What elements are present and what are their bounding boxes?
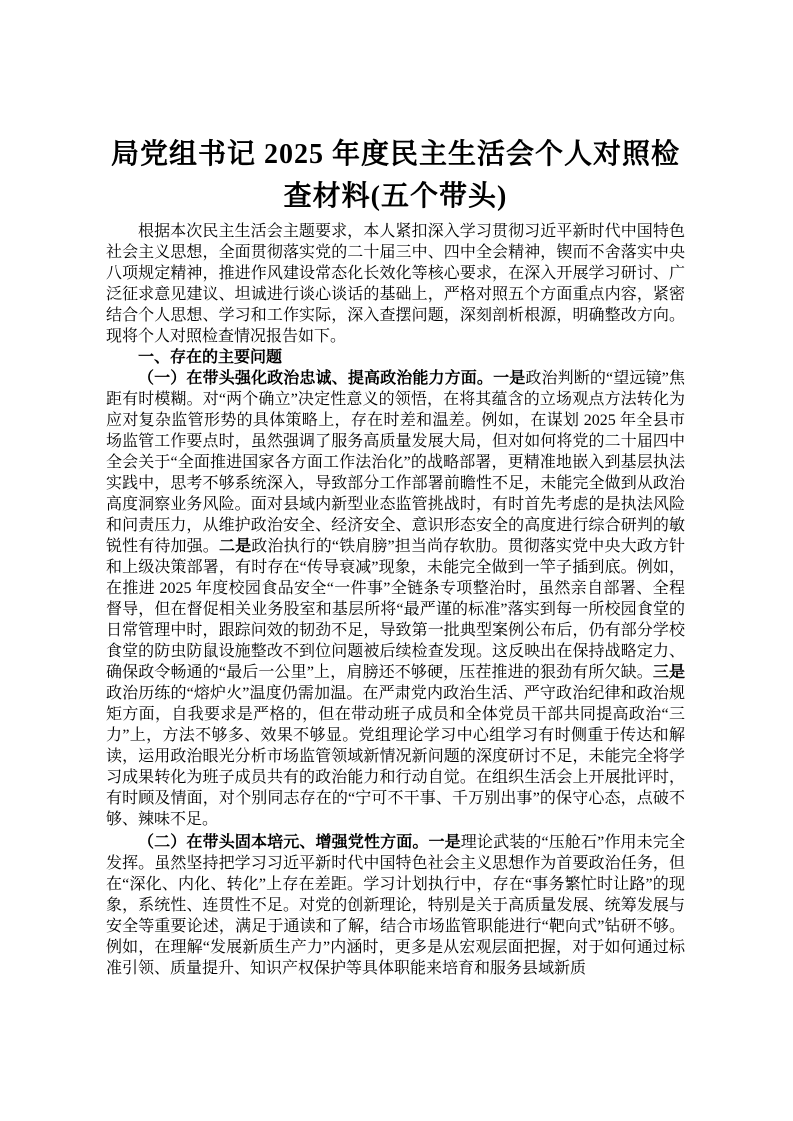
paragraph-1 <box>106 368 685 830</box>
paragraph-1-point-1-text: 政治判断的“望远镜”焦距有时模糊。对“两个确立”决定性意义的领悟，在将其蕴含的立场观点方法转化为应对复杂监管形势的具体策略上，存在时差和温差。例如，在谋划 2025 年全县市场监管工作要点时，虽然强调了服务高质量发展大局，但对如何将党的二十届四中全会关于“全面推进国家各方面工作法治化”的战略部署，更精准地嵌入到基层执法实践中，思考不够系统深入，导致部分工作部署前瞻性不足，未能完全做到从政治高度洞察业务风险。面对县域内新型业态监管挑战时，有时首先考虑的是执法风险和问责压力，从维护政治安全、经济安全、意识形态安全的高度进行综合研判的敏锐性有待加强。 <box>106 370 685 555</box>
paragraph-1-point-3-text: 政治历练的“熔炉火”温度仍需加温。在严肃党内政治生活、严守政治纪律和政治规矩方面，自我要求是严格的，但在带动班子成员和全体党员干部共同提高政治“三力”上，方法不够多、效果不够显。党组理论学习中心组学习有时侧重于传达和解读，运用政治眼光分析市场监管领域新情况新问题的深度研讨不足，未能完全将学习成果转化为班子成员共有的政治能力和行动自觉。在组织生活会上开展批评时，有时顾及情面，对个别同志存在的“宁可不干事、千万别出事”的保守心态，点破不够、辣味不足。 <box>106 685 685 828</box>
paragraph-2-point-1-label: 一是 <box>428 834 461 851</box>
paragraph-1-point-3-label: 三是 <box>652 664 685 681</box>
paragraph-1-point-2-label: 二是 <box>218 538 252 555</box>
paragraph-2-lead: （二）在带头固本培元、增强党性方面。 <box>138 834 429 851</box>
document-title: 局党组书记 2025 年度民主生活会个人对照检查材料(五个带头) <box>110 139 680 212</box>
paragraph-2-point-1-text: 理论武装的“压舱石”作用未完全发挥。虽然坚持把学习习近平新时代中国特色社会主义思想作为首要政治任务，但在“深化、内化、转化”上存在差距。学习计划执行中，存在“事务繁忙时让路”的现象，系统性、连贯性不足。对党的创新理论，特别是关于高质量发展、统筹发展与安全等重要论述，满足于通读和了解，结合市场监管职能进行“靶向式”钻研不够。例如，在理解“发展新质生产力”内涵时，更多是从宏观层面把握，对于如何通过标准引领、质量提升、知识产权保护等具体职能来培育和服务县域新质 <box>106 834 685 977</box>
paragraph-1-lead: （一）在带头强化政治忠诚、提高政治能力方面。 <box>138 370 494 387</box>
paragraph-1-point-1-label: 一是 <box>493 370 526 387</box>
section-1-heading: 一、存在的主要问题 <box>138 349 283 366</box>
intro-paragraph: 根据本次民主生活会主题要求，本人紧扣深入学习贯彻习近平新时代中国特色社会主义思想，全面贯彻落实党的二十届三中、四中全会精神，锲而不舍落实中央八项规定精神，推进作风建设常态化长效化等核心要求，在深入开展学习研讨、广泛征求意见建议、坦诚进行谈心谈话的基础上，严格对照五个方面重点内容，紧密结合个人思想、学习和工作实际，深入查摆问题，深刻剖析根源，明确整改方向。现将个人对照检查情况报告如下。 <box>106 223 685 345</box>
paragraph-2 <box>106 832 685 979</box>
paragraph-1-point-2-text: 政治执行的“铁肩膀”担当尚存软肋。贯彻落实党中央大政方针和上级决策部署，有时存在“传导衰减”现象，未能完全做到一竿子插到底。例如，在推进 2025 年度校园食品安全“一件事”全链条专项整治时，虽然亲自部署、全程督导，但在督促相关业务股室和基层所将“最严谨的标准”落实到每一所校园食堂的日常管理中时，跟踪问效的韧劲不足，导致第一批典型案例公布后，仍有部分学校食堂的防虫防鼠设施整改不到位问题被后续检查发现。这反映出在保持战略定力、确保政令畅通的“最后一公里”上，肩膀还不够硬，压茬推进的狠劲有所欠缺。 <box>106 538 685 681</box>
